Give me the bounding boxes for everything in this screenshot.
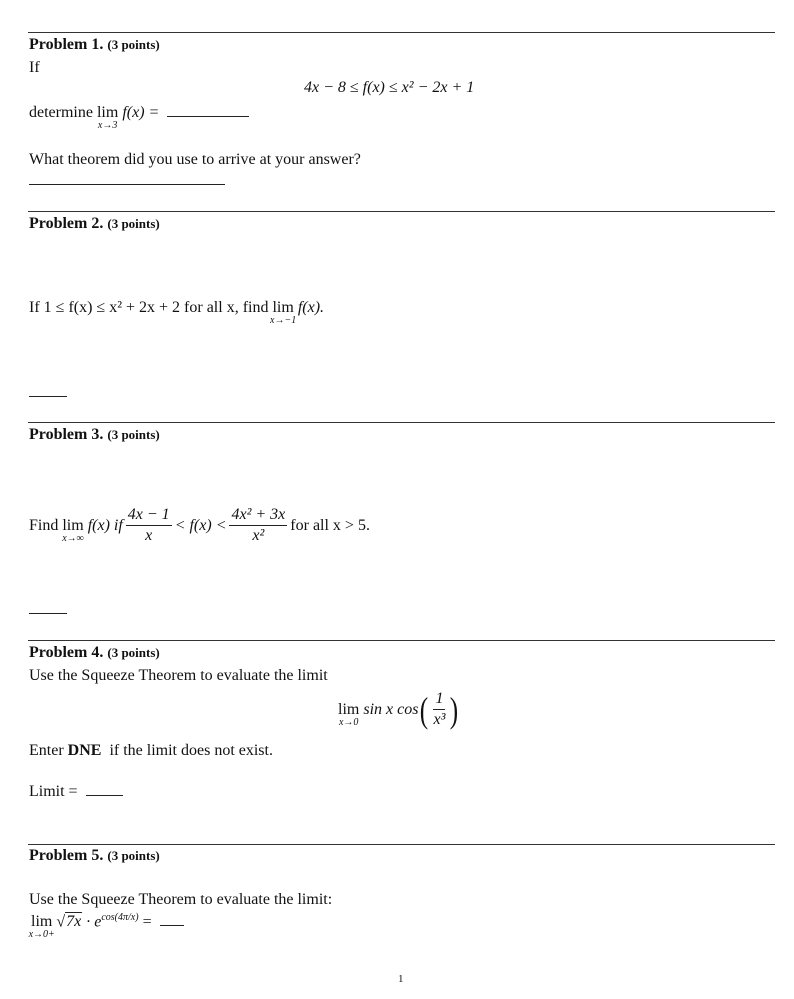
divider-2 [28,211,775,212]
problem-4-limit-expression [338,690,460,729]
problem-4-limit-answer [29,783,123,801]
exponent: cos(4π/x) [101,912,139,923]
answer-blank-5[interactable] [160,924,184,926]
limit-operator: lim x→3 [96,104,119,131]
trig-expression: sin x cos [363,700,419,718]
problem-1-heading [29,36,160,54]
equals-sign: = [142,913,152,931]
problem-2-title: Problem 2. [29,215,104,232]
problem-2-heading [29,215,160,233]
problem-4-instruction: Use the Squeeze Theorem to evaluate the limit [29,667,328,684]
answer-blank-2[interactable] [29,396,67,397]
determine-text: determine [29,104,93,121]
answer-blank-4[interactable] [86,794,123,796]
lower-bound-fraction: $\frac{4x - 1}{x}$ [127,506,170,544]
problem-3-heading [29,426,160,444]
problem-3-statement [29,506,370,545]
problem-4-title: Problem 4. [29,644,104,661]
problem-5-expression [28,912,184,941]
divider-3 [28,422,775,423]
problem-1-inequality: 4x − 8 ≤ f(x) ≤ x² − 2x + 1 [304,79,475,96]
problem-4-points: (3 points) [107,645,160,660]
limit-operator: lim x→∞ [62,516,84,544]
function-expression: f(x). [297,299,325,316]
problem-1-title: Problem 1. [29,36,104,53]
problem-1-determine-line [29,104,249,131]
find-text: Find [29,516,59,534]
problem-5-title: Problem 5. [29,847,104,864]
divider-4 [28,640,775,641]
limit-operator: lim x→0+ [28,913,55,941]
function-expression: f(x) = [122,104,160,121]
problem-1-question: What theorem did you use to arrive at your answer? [29,151,361,168]
condition-text: for all x > 5. [290,516,370,534]
function-if: f(x) if [87,516,123,534]
problem-3-points: (3 points) [107,427,160,442]
sqrt-argument: 7x [66,913,82,931]
page-number: 1 [398,973,404,985]
limit-operator: lim x→0 [338,700,360,728]
divider-1 [28,32,775,33]
answer-blank-3[interactable] [29,613,67,614]
answer-blank-1[interactable] [167,115,249,117]
upper-bound-fraction: $\frac{\text{4x² + 3x}}{\text{x²}}$ [231,506,286,544]
answer-blank-theorem[interactable] [29,184,225,185]
sqrt-symbol: √ [56,913,66,931]
limit-label: Limit = [29,783,78,800]
problem-2-points: (3 points) [107,216,160,231]
problem-3-title: Problem 3. [29,426,104,443]
cos-argument-fraction: $\frac{1}{\text{x³}}$ [433,690,446,728]
inequality-middle: < f(x) < [174,516,227,534]
problem-1-points: (3 points) [107,37,160,52]
problem-4-heading [29,644,160,662]
exp-base: · e [86,913,102,931]
problem-1-if: If [29,59,40,76]
problem-4-dne-note: Enter DNE if the limit does not exist. [29,742,273,759]
problem-5-instruction: Use the Squeeze Theorem to evaluate the limit: [29,891,333,908]
problem-2-text: If 1 ≤ f(x) ≤ x² + 2x + 2 for all x, find [29,299,269,316]
right-paren: ) [450,689,459,730]
left-paren: ( [420,689,429,730]
problem-5-heading [29,847,160,865]
problem-2-statement [29,299,325,326]
limit-operator: lim x→−1 [270,299,297,326]
problem-5-points: (3 points) [107,848,160,863]
divider-5 [28,844,775,845]
dne-keyword: DNE [67,742,102,759]
